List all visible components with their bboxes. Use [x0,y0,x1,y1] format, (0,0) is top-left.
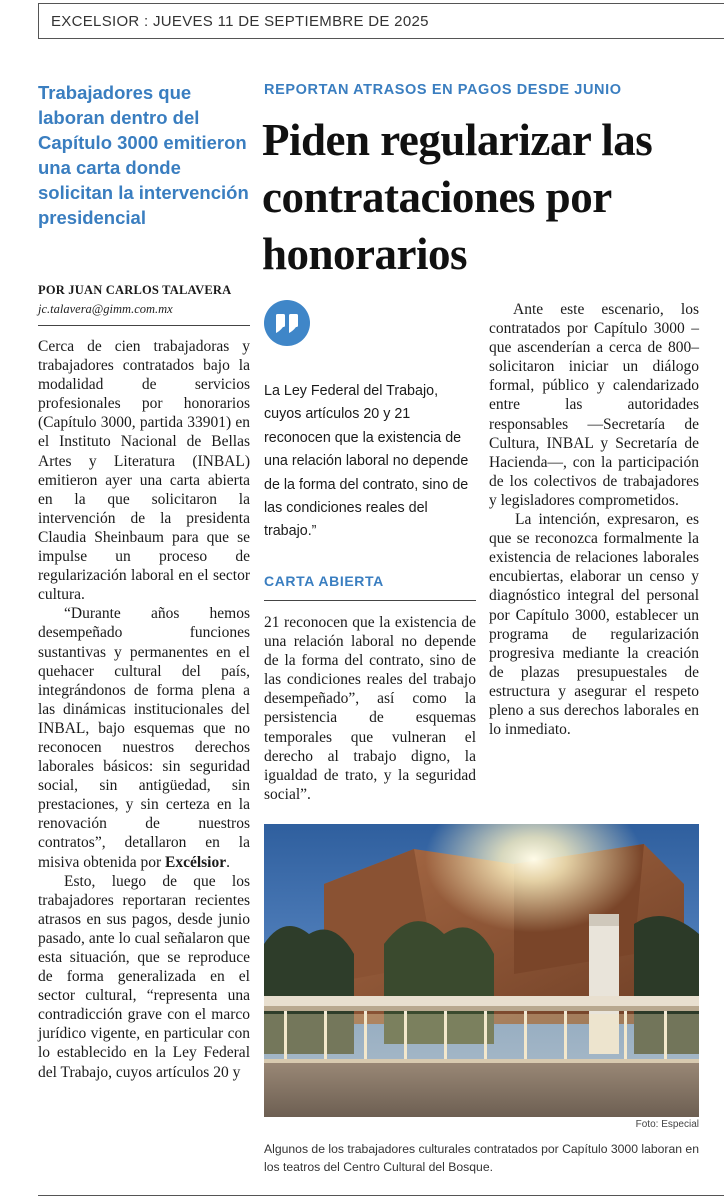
quote-icon [264,300,310,346]
article-deck: Trabajadores que laboran dentro del Capítulo 3000 emitieron una carta donde solicitan la intervención presidencial [38,82,249,228]
paragraph: Ante este escenario, los contratados por Capítulo 3000 –que ascenderían a cerca de 800– solicitaron iniciar un diálogo formal, público y calendarizado entre las autoridades responsables —Secretaría de Cultura, INBAL y Secretaría de Hacienda—, con la participación de los colectivos de trabajadores y legisladores comprometidos. [489,301,699,509]
byline-email: jc.talavera@gimm.com.mx [38,302,173,316]
pullquote-text: La Ley Federal del Trabajo, cuyos artículos 20 y 21 reconocen que la existencia de una relación laboral no depende de la forma del contrato, sino de las condiciones reales del trabajo.” [264,383,469,540]
paragraph: La intención, expresaron, es que se reconozca formalmente la existencia de relaciones laborales encubiertas, elaborar un censo y diagnóstico integral del personal por Capítulo 3000, establecer un programa de regularización progresiva mediante la creación de plazas presupuestales de estructura y asegurar el respeto pleno a sus derechos laborales en lo inmediato. [489,511,699,739]
divider [38,325,250,326]
paragraph: Cerca de cien trabajadoras y trabajadores contratados bajo la modalidad de servicios profesionales por honorarios (Capítulo 3000, partida 33901) en el Instituto Nacional de Bellas Artes y Literatura (INBAL) emitieron ayer una carta abierta en la que solicitaron la intervención de la presidenta Claudia Sheinbaum para que se impulse un proceso de regularización laboral en el sector cultura. [38,338,250,604]
paragraph: 21 reconocen que la existencia de una relación laboral no depende de la forma del contrato, sino de las condiciones reales del trabajo desempeñado”, así como la persistencia de esquemas temporales que vulneran el derecho al trabajo digno, la igualdad de trato, y la seguridad social”. [264,614,476,803]
divider [264,600,476,601]
body-column-2 [264,613,476,804]
article-photo [264,824,699,1117]
pullquote-source: CARTA ABIERTA [264,573,384,589]
article-kicker: REPORTAN ATRASOS EN PAGOS DESDE JUNIO [264,82,622,98]
photo-caption: Algunos de los trabajadores culturales contratados por Capítulo 3000 laboran en los teatros del Centro Cultural del Bosque. [264,1142,699,1174]
divider [38,1195,724,1196]
photo-credit: Foto: Especial [635,1119,699,1130]
header-date: EXCELSIOR : JUEVES 11 DE SEPTIEMBRE DE 2025 [51,12,429,30]
article-headline: Piden regularizar las contrataciones por honorarios [262,115,653,279]
newspaper-header [38,3,724,39]
brand-name: Excélsior [165,853,227,871]
byline-author: POR JUAN CARLOS TALAVERA [38,283,232,297]
paragraph: Esto, luego de que los trabajadores reportaran recientes atrasos en sus pagos, desde junio pasado, ante lo cual señalaron que esta situación, que se reproduce de forma generalizada en el sector cultural, “representa una contradicción grave con el marco jurídico vigente, en particular con lo establecido en la Ley Federal del Trabajo, cuyos artículos 20 y [38,872,250,1081]
body-column-3 [489,300,699,739]
body-column-1 [38,337,250,1082]
paragraph: “Durante años hemos desempeñado funciones sustantivas y permanentes en el quehacer cultural del país, integrándonos de forma plena a las dinámicas institucionales del INBAL, bajo esquemas que no reconocen nuestros derechos laborales básicos: sin seguridad social, sin antigüedad, sin prestaciones, y sin certeza en la renovación de nuestros contratos”, detallaron en la misiva obtenida por Excélsior. [38,605,250,871]
